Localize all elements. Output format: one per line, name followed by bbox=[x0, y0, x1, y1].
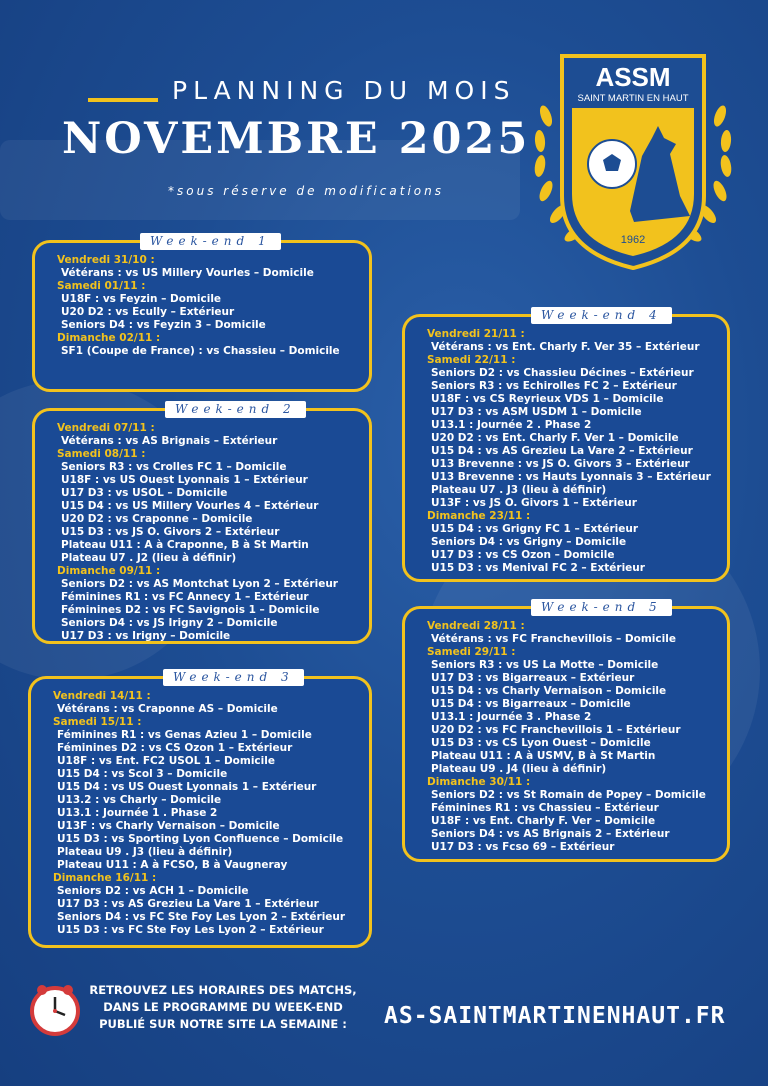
match-item: U17 D3 : vs ASM USDM 1 – Domicile bbox=[431, 406, 642, 418]
match-item: Féminines D2 : vs FC Savignois 1 – Domicile bbox=[61, 604, 320, 616]
day-heading: Dimanche 30/11 : bbox=[427, 776, 531, 788]
match-item: Seniors D2 : vs AS Montchat Lyon 2 – Extérieur bbox=[61, 578, 338, 590]
day-heading: Samedi 08/11 : bbox=[57, 448, 146, 460]
day-heading: Samedi 22/11 : bbox=[427, 354, 516, 366]
match-item: U13.1 : Journée 1 . Phase 2 bbox=[57, 807, 218, 819]
match-item: Féminines R1 : vs Genas Azieu 1 – Domicile bbox=[57, 729, 312, 741]
day-heading: Samedi 29/11 : bbox=[427, 646, 516, 658]
match-item: U17 D3 : vs CS Ozon – Domicile bbox=[431, 549, 615, 561]
match-item: U18F : vs US Ouest Lyonnais 1 – Extérieur bbox=[61, 474, 308, 486]
match-item: SF1 (Coupe de France) : vs Chassieu – Domicile bbox=[61, 345, 340, 357]
match-item: Seniors D4 : vs JS Irigny 2 – Domicile bbox=[61, 617, 278, 629]
match-item: Seniors D4 : vs FC Ste Foy Les Lyon 2 – Extérieur bbox=[57, 911, 346, 923]
day-heading: Vendredi 07/11 : bbox=[57, 422, 155, 434]
match-item: U20 D2 : vs FC Franchevillois 1 – Extérieur bbox=[431, 724, 681, 736]
match-item: Vétérans : vs Craponne AS – Domicile bbox=[57, 703, 278, 715]
match-item: Plateau U7 . J3 (lieu à définir) bbox=[431, 484, 607, 496]
match-item: Vétérans : vs FC Franchevillois – Domicile bbox=[431, 633, 676, 645]
club-crest-logo bbox=[530, 46, 736, 278]
match-item: U15 D4 : vs Charly Vernaison – Domicile bbox=[431, 685, 667, 697]
match-item: U20 D2 : vs Ent. Charly F. Ver 1 – Domicile bbox=[431, 432, 679, 444]
match-item: U17 D3 : vs Fcso 69 – Extérieur bbox=[431, 841, 615, 853]
match-item: Vétérans : vs US Millery Vourles – Domicile bbox=[61, 267, 314, 279]
page-subtitle: PLANNING DU MOIS bbox=[172, 76, 516, 105]
match-item: U15 D4 : vs Bigarreaux – Domicile bbox=[431, 698, 631, 710]
clock-icon bbox=[28, 982, 82, 1036]
match-item: U15 D3 : vs JS O. Givors 2 – Extérieur bbox=[61, 526, 280, 538]
match-item: Féminines R1 : vs FC Annecy 1 – Extérieur bbox=[61, 591, 309, 603]
day-heading: Samedi 01/11 : bbox=[57, 280, 146, 292]
match-item: U15 D3 : vs FC Ste Foy Les Lyon 2 – Extérieur bbox=[57, 924, 324, 936]
day-heading: Dimanche 23/11 : bbox=[427, 510, 531, 522]
match-item: U18F : vs Feyzin – Domicile bbox=[61, 293, 222, 305]
match-item: Plateau U11 : A à USMV, B à St Martin bbox=[431, 750, 656, 762]
match-item: U13 Brevenne : vs JS O. Givors 3 – Extérieur bbox=[431, 458, 690, 470]
match-item: U13F : vs Charly Vernaison – Domicile bbox=[57, 820, 280, 832]
match-item: Plateau U11 : A à Craponne, B à St Martin bbox=[61, 539, 309, 551]
match-item: Vétérans : vs Ent. Charly F. Ver 35 – Extérieur bbox=[431, 341, 700, 353]
match-item: U20 D2 : vs Ecully – Extérieur bbox=[61, 306, 235, 318]
weekend-tag: Week-end 5 bbox=[531, 599, 672, 616]
match-item: U17 D3 : vs Irigny – Domicile bbox=[61, 630, 231, 642]
day-heading: Vendredi 31/10 : bbox=[57, 254, 155, 266]
match-item: Plateau U7 . J2 (lieu à définir) bbox=[61, 552, 237, 564]
match-item: U13 Brevenne : vs Hauts Lyonnais 3 – Extérieur bbox=[431, 471, 711, 483]
match-item: Plateau U9 . J4 (lieu à définir) bbox=[431, 763, 607, 775]
weekend-tag: Week-end 1 bbox=[140, 233, 281, 250]
disclaimer-text: *sous réserve de modifications bbox=[168, 184, 444, 198]
match-item: U13F : vs JS O. Givors 1 – Extérieur bbox=[431, 497, 637, 509]
match-item: U15 D3 : vs Menival FC 2 – Extérieur bbox=[431, 562, 645, 574]
match-item: U15 D4 : vs Scol 3 – Domicile bbox=[57, 768, 228, 780]
match-item: U13.1 : Journée 3 . Phase 2 bbox=[431, 711, 592, 723]
crest-subtitle: SAINT MARTIN EN HAUT bbox=[577, 93, 689, 104]
match-item: Seniors D4 : vs Feyzin 3 – Domicile bbox=[61, 319, 266, 331]
day-heading: Vendredi 28/11 : bbox=[427, 620, 525, 632]
match-item: U15 D4 : vs US Millery Vourles 4 – Extérieur bbox=[61, 500, 319, 512]
title-accent-line bbox=[88, 98, 158, 102]
match-item: Féminines D2 : vs CS Ozon 1 – Extérieur bbox=[57, 742, 293, 754]
match-item: U18F : vs CS Reyrieux VDS 1 – Domicile bbox=[431, 393, 664, 405]
match-item: U17 D3 : vs USOL – Domicile bbox=[61, 487, 228, 499]
match-item: U17 D3 : vs Bigarreaux – Extérieur bbox=[431, 672, 635, 684]
match-item: U15 D4 : vs AS Grezieu La Vare 2 – Extérieur bbox=[431, 445, 693, 457]
crest-name: ASSM bbox=[595, 62, 671, 92]
website-link[interactable]: AS-SAINTMARTINENHAUT.FR bbox=[384, 1003, 726, 1029]
footer-line: PUBLIÉ SUR NOTRE SITE LA SEMAINE : bbox=[99, 1017, 347, 1031]
weekend-card-5 bbox=[402, 600, 730, 862]
weekend-tag: Week-end 3 bbox=[163, 669, 304, 686]
day-heading: Samedi 15/11 : bbox=[53, 716, 142, 728]
match-item: U13.2 : vs Charly – Domicile bbox=[57, 794, 222, 806]
page-title: NOVEMBRE 2025 bbox=[62, 114, 531, 164]
match-item: Vétérans : vs AS Brignais – Extérieur bbox=[61, 435, 278, 447]
day-heading: Vendredi 21/11 : bbox=[427, 328, 525, 340]
match-item: U15 D4 : vs Grigny FC 1 – Extérieur bbox=[431, 523, 639, 535]
match-item: Plateau U11 : A à FCSO, B à Vaugneray bbox=[57, 859, 288, 871]
match-item: U18F : vs Ent. FC2 USOL 1 – Domicile bbox=[57, 755, 275, 767]
footer-line: RETROUVEZ LES HORAIRES DES MATCHS, bbox=[89, 983, 357, 997]
match-item: U15 D4 : vs US Ouest Lyonnais 1 – Extérieur bbox=[57, 781, 317, 793]
weekend-card-4 bbox=[402, 308, 730, 582]
match-item: U13.1 : Journée 2 . Phase 2 bbox=[431, 419, 592, 431]
footer-line: DANS LE PROGRAMME DU WEEK-END bbox=[103, 1000, 343, 1014]
weekend-card-2 bbox=[32, 402, 372, 644]
day-heading: Vendredi 14/11 : bbox=[53, 690, 151, 702]
match-item: Seniors D2 : vs ACH 1 – Domicile bbox=[57, 885, 249, 897]
day-heading: Dimanche 16/11 : bbox=[53, 872, 157, 884]
crest-year: 1962 bbox=[620, 234, 646, 246]
match-item: Seniors D2 : vs Chassieu Décines – Extérieur bbox=[431, 367, 694, 379]
match-item: Plateau U9 . J3 (lieu à définir) bbox=[57, 846, 233, 858]
match-item: U20 D2 : vs Craponne – Domicile bbox=[61, 513, 253, 525]
match-item: U15 D3 : vs CS Lyon Ouest – Domicile bbox=[431, 737, 651, 749]
match-item: Seniors R3 : vs Echirolles FC 2 – Extérieur bbox=[431, 380, 677, 392]
match-item: U15 D3 : vs Sporting Lyon Confluence – Domicile bbox=[57, 833, 344, 845]
match-item: Seniors R3 : vs US La Motte – Domicile bbox=[431, 659, 659, 671]
match-item: Seniors D4 : vs AS Brignais 2 – Extérieur bbox=[431, 828, 670, 840]
match-item: Seniors D4 : vs Grigny – Domicile bbox=[431, 536, 627, 548]
day-heading: Dimanche 09/11 : bbox=[57, 565, 161, 577]
weekend-card-1 bbox=[32, 234, 372, 392]
footer-info bbox=[88, 982, 358, 1033]
day-heading: Dimanche 02/11 : bbox=[57, 332, 161, 344]
weekend-card-3 bbox=[28, 670, 372, 948]
match-item: U18F : vs Ent. Charly F. Ver – Domicile bbox=[431, 815, 656, 827]
match-item: Féminines R1 : vs Chassieu – Extérieur bbox=[431, 802, 659, 814]
match-item: U17 D3 : vs AS Grezieu La Vare 1 – Extérieur bbox=[57, 898, 319, 910]
weekend-tag: Week-end 2 bbox=[165, 401, 306, 418]
match-item: Seniors D2 : vs St Romain de Popey – Domicile bbox=[431, 789, 706, 801]
match-item: Seniors R3 : vs Crolles FC 1 – Domicile bbox=[61, 461, 287, 473]
weekend-tag: Week-end 4 bbox=[531, 307, 672, 324]
